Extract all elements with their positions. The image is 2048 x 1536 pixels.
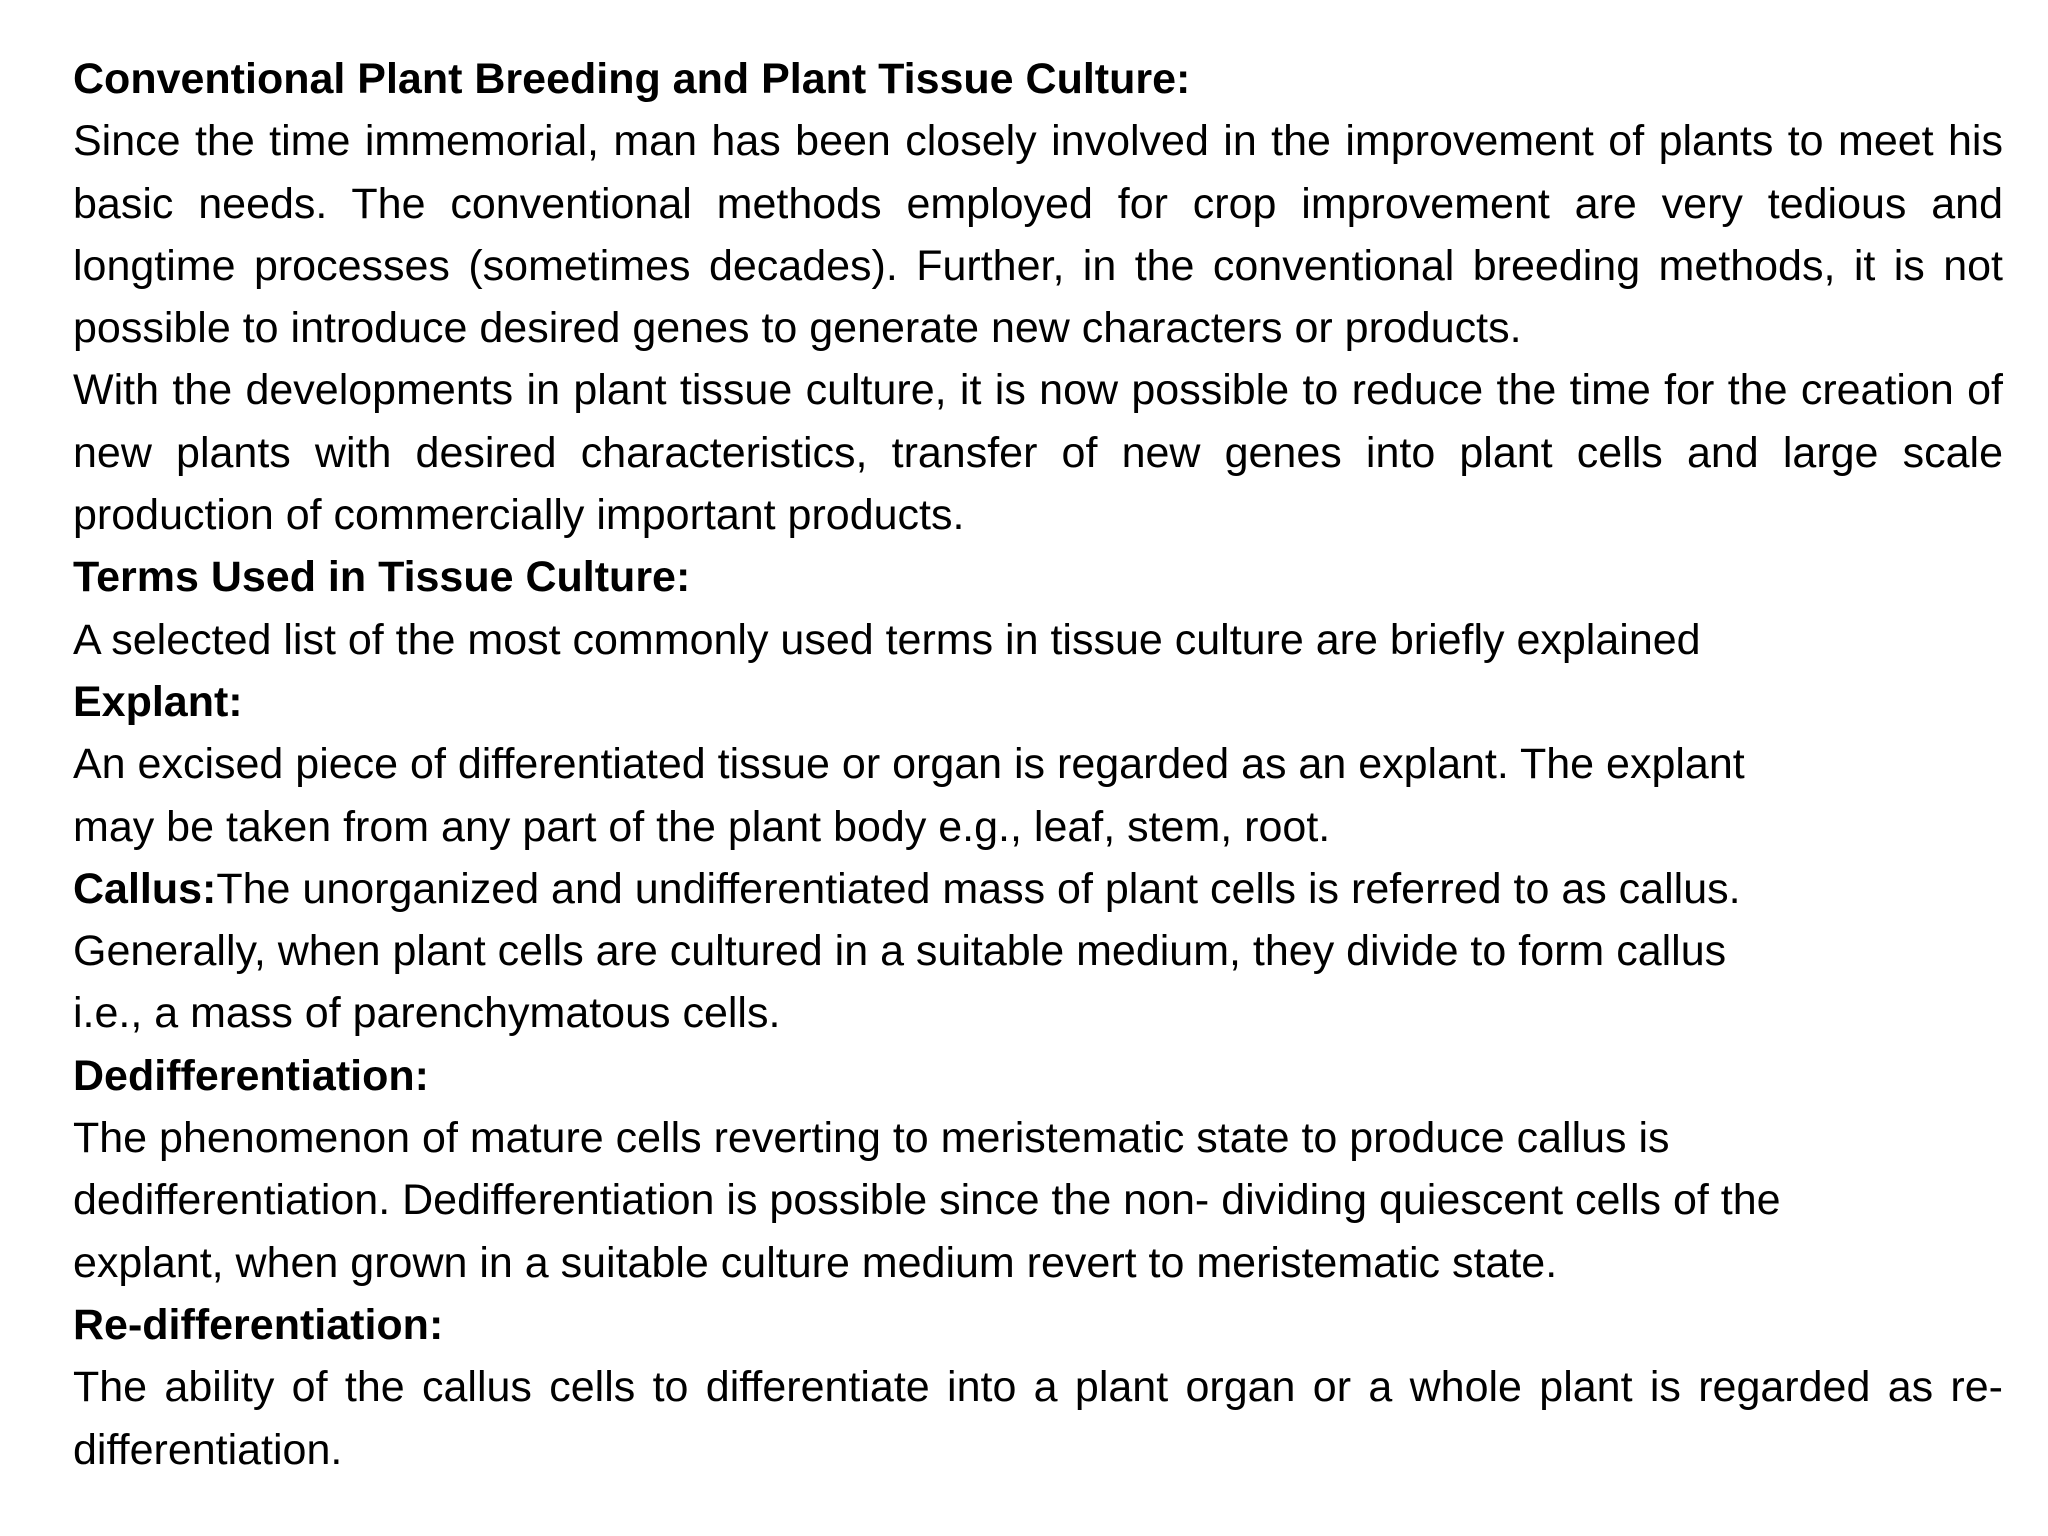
callus-line-3: i.e., a mass of parenchymatous cells.	[73, 989, 781, 1038]
dedifferentiation-line-1: The phenomenon of mature cells reverting to meristematic state to produce callus is	[73, 1114, 1670, 1163]
terms-intro: A selected list of the most commonly used terms in tissue culture are briefly explained	[73, 615, 1701, 664]
section-heading-redifferentiation: Re-differentiation:	[73, 1300, 444, 1349]
breeding-paragraph-1: Since the time immemorial, man has been closely involved in the improvement of plants to meet his basic needs. The conventional methods employed for crop improvement are very tedious and longtime processes (sometimes decades). Further, in the conventional breeding methods, it is not possible to introduce desired genes to generate new characters or products.	[73, 117, 2003, 353]
document-page	[73, 48, 2003, 1481]
dedifferentiation-definition	[73, 1107, 2003, 1294]
section-heading-breeding: Conventional Plant Breeding and Plant Tissue Culture:	[73, 55, 1191, 103]
breeding-paragraph-2: With the developments in plant tissue culture, it is now possible to reduce the time for the creation of new plants with desired characteristics, transfer of new genes into plant cells and large scale production of commercially important products.	[73, 366, 2003, 540]
section-heading-dedifferentiation: Dedifferentiation:	[73, 1051, 429, 1100]
callus-line-1	[73, 858, 2003, 920]
callus-line-1-text: The unorganized and undifferentiated mass of plant cells is referred to as callus.	[216, 864, 1741, 913]
section-heading-explant: Explant:	[73, 677, 243, 726]
section-heading-terms: Terms Used in Tissue Culture:	[73, 553, 691, 602]
dedifferentiation-line-3: explant, when grown in a suitable culture medium revert to meristematic state.	[73, 1238, 1558, 1287]
dedifferentiation-line-2: dedifferentiation. Dedifferentiation is possible since the non- dividing quiescent cells of the	[73, 1176, 1781, 1225]
explant-line-2: may be taken from any part of the plant body e.g., leaf, stem, root.	[73, 802, 1331, 851]
redifferentiation-definition: The ability of the callus cells to differentiate into a plant organ or a whole plant is regarded as re-differentiation.	[73, 1363, 2003, 1474]
callus-definition	[73, 858, 2003, 1045]
section-heading-callus: Callus:	[73, 864, 217, 913]
explant-definition	[73, 733, 2003, 858]
callus-line-2: Generally, when plant cells are cultured in a suitable medium, they divide to form callus	[73, 927, 1727, 976]
explant-line-1: An excised piece of differentiated tissue or organ is regarded as an explant. The explant	[73, 740, 1745, 789]
